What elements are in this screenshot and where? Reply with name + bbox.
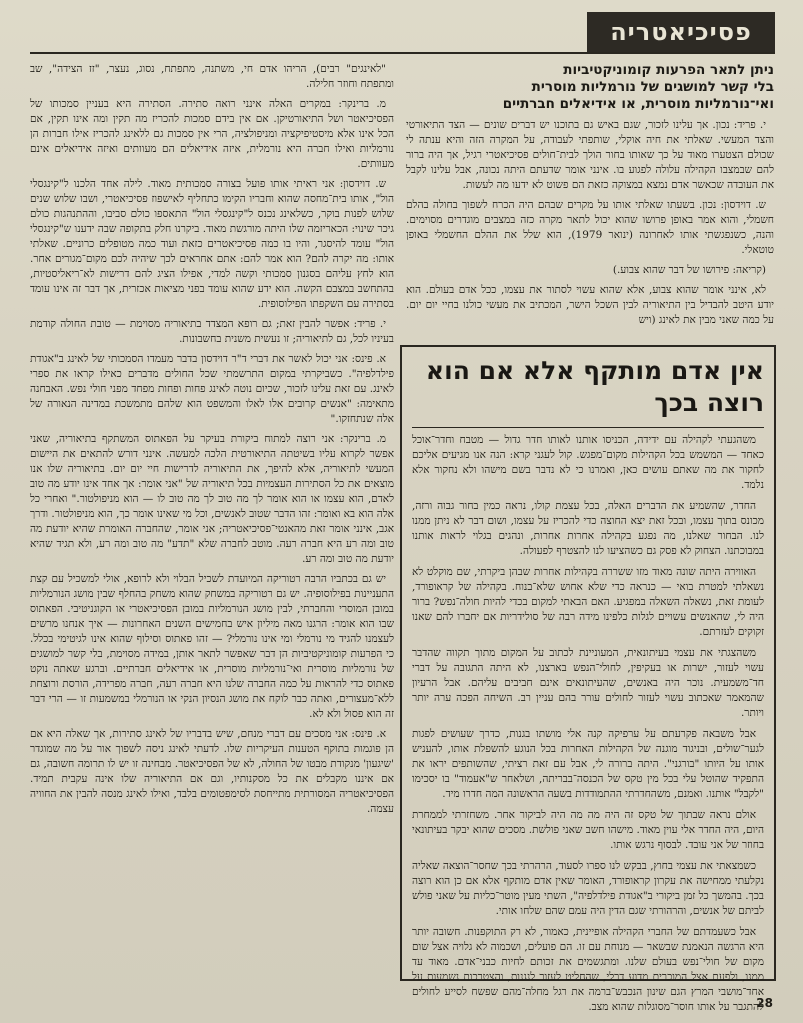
sidebar-body xyxy=(412,433,764,1013)
paragraph: החדר, שהשמיע את הדברים האלה, בכל עצמת קולו, נראה כמין בחור גבוה ורזה, מכונס בתוך עצמו, ובכל זאת יצא החוצה כדי להכריז על עצמו, ושום דבר לא ניתן ממנו לנו. הבחור שאלנו, מה נפגע בקהילה אחרות אחרות, ונהגים בגלוי לראות אותנו במבוכתנו. הצחוק לא פסק גם כשהציעו לנו להצטרף לפעולה. xyxy=(412,500,764,557)
section-header: פסיכיאטריה xyxy=(587,12,775,52)
paragraph: (קריאה: פירושו של דבר שהוא צבוע.) xyxy=(612,264,766,276)
paragraph: ש. דוידסון: אני ראיתי אותו פועל בצורה סמכותית מאוד. לילה אחד הלכנו ל"קינגסלי הול", אותו בית־מחסה שהוא וחבריו הקימו כתחליף לאישפוז פסיכיאטרי, ושבו שלוש שנים שלוש לפנות בוקר, כשלאינג נכנס ל"קינגסלי הול" התאספו כולם סביבו, וההתנהגות כולם גיכר שינוי: הכאריזמה שלו היתה מורגשת מאוד. ביקרנו חלק בתקופה שבה ידענו ש"קינגסלי הול" עומד להיסגר, והיו בו כמה פסיכיאטרים כזאת ועוד כמה מטופלים כרוניים. שאלתי אותו: מה יקרה להם? הוא אמר להם: אתם אחראים לכך שיהיה לכם מקום־מגורים אחר. הוא לחץ עליהם בסגנון סמכותי וקשה למדי, אפילו הציג להם דרישות לא־ריאליסטיות, בהתחשב במצבם הקשה. הוא ידע שהוא עומד בפני מציאות אכזרית, אך דבר זה אינו עומד בסתירה עם השקפתו הפילוסופית. xyxy=(30,178,394,310)
deck-line-2: בלי קשר למושגים של נורמליות מוסרית xyxy=(531,79,774,95)
paragraph: ש. דוידסון: נכון. בשעתו שאלתי אותו על מקרים שבהם היה הכרח לשפוך בחולה בהלם חשמלי, והוא אמר באופן פרושו שהוא יכול לתאר מקרה כזה במצבים מוגדרים מסוימים. והנה, כשנפגשתי אותו לאחרונה (ינואר 1979), הוא שלל את ההלם החשמלי באופן טוטאלי. xyxy=(406,199,774,256)
paragraph: אולם נראה שבתוך של טקס זה היה מה מה היה לביקור אחר. משחזרתי לממחרת היום, היה החדר אלי עוין מאוד. מישהו חשב שאני פולשת. מסכים שהוא יבקר בעיתונאי בחוזר של אני עובד. לבסוף נרגש אותו. xyxy=(412,809,764,851)
paragraph: א. פינס: אני מסכים עם דברי מנחם, שיש בדבריו של לאינג סתירות, אך שאלה היא אם הן פוגמות בתוקף הטענות העיקריות שלו. לדעתי לאינג ניסה לשפוך אור על מה שמוגדר 'שיגעון' מנקודת מבטו של החולה, לא של הפסיכיאטר. מבחינה זו יש לו תרומה חשובה, גם אם איננו מקבלים את כל מסקנותיו, וגם אם התיאוריה שלו אינה עקבית תמיד. הפסיכיאטריה המסורתית מתייחסת לסימפטומים בלבד, ואילו לאינג מנסה להבין את החוויה עצמה. xyxy=(30,728,394,815)
left-column-text xyxy=(30,62,394,977)
paragraph: "לאינגים" רבים), הריהו אדם חי, משתנה, מתפתח, נסוג, נעצר, "זז הצידה", שב ומתפתח וחוזר חלילה. xyxy=(30,63,394,90)
paragraph: משהגעתי לקהילה עם ידידה, הכניסו אותנו לאותו חדר גדול — מטבח וחדר־אוכל כאחד — המשמש בכל הקהילות מקום־מפגש. קול לעגני קרא: הנה אנו מגיעים אליכם לחקור את מה שאתם עושים כאן, ואמרנו כי לא נדבר בשם מישהו ולא נחקור אלא נלמד. xyxy=(412,434,764,491)
header-rule xyxy=(30,52,775,54)
paragraph: מ. ברינקר: אני רוצה למתוח ביקורת בעיקר על הפאתוס המשתקף בתיאוריה, שאני אפשר לקרוא עליו בשיטתה התיאורטית הלכה למעשה. אינני דורש להתאים את היישום המעשי לתיאוריה, אלא להיפך, את התיאוריה לדרישות חיי יום יום. בתיאוריה שלו אנו מוצאים את כל הסתירות העצמיות בכל תיאוריה של "אני אומר: אך אחד אינו יודע מה טוב לאדם, הוא עצמו או הוא אומר לך מה טוב לך מה טוב לו — הוא מניפולטור." ואחרי כל אלה הוא בא ואומר: זהו הדבר שטוב לאנשים, וכל מי שאינו אומר כך, הוא מניפולטור. ודרך אגב, אינני אומר זאת מהאנטי־פסיכיאטריה; אני אומר, שהחברה האומרת שהיא יודעת מה טוב ומה רע היא חברה רעה. מוטב לחברה שלא "תדע" מה טוב ומה רע, ולא תגיד שהיא יודעת מה טוב ומה רע. xyxy=(30,433,394,565)
article-deck xyxy=(406,62,774,112)
paragraph: מ. ברינקר: במקרים האלה אינני רואה סתירה. הסתירה היא בעניין סמכותו של הפסיכיאטר ושל התיאורטיקן. אם אין בידם סמכות להכריז מה תקין ומה אינו תקין, אם הכל אינו אלא מיסטיפיקציה ומניפולציה, הרי אין סמכות גם ללאינג להכריז אילו חברות הן נורמליות ואילו חברה היא נורמלית, איזה אידיאלים הם מעוותים ואיזה אידיאלים אינם מעוותים. xyxy=(30,98,394,170)
paragraph: י. פריד: אפשר להבין זאת; גם רופא המצדד בתיאוריה מסוימת — טובת החולה קודמת בעיניו לכל, גם לתיאוריה; זו נעשית משנית בחשבונות. xyxy=(30,318,394,345)
paragraph: כשמצאתי את עצמי בחוץ, בבקש לנו ספרו לסעוד, הרהרתי בכך שחסר־הוצאה שאליה נקלעתי ממחישה את עקרון קראופורד, האומר שאין אדם מותקף אלא אם כן הוא רוצה בכך. בהמשך כל זמן ביקורי ב"אגודת פילדלפיה", השתי מעין מוטר־כליות על שאני פולש לביתם של אנשים, והרהורתי שגם הדין היה עמם שהם שלחו אותי. xyxy=(412,860,764,917)
paragraph: יש גם בכתביו הרבה רטוריקה המיועדת לשכיל הבלוי ולא לרופא, אולי למשכיל עם קצת התעניינות בפילוסופיה. יש גם רטוריקה במשחק שהוא משחק בהחלף שבין מושג הנורמליות במובן המוסרי והחברתי, לבין מושג הנורמליות במובן הפסיכיאטרי או הקוגניטיבי. הפאתוס שבו הוא אומר: הרגנו מאה מיליון איש בחמישים השנים האחרונות — איך אנחנו מרשים לעצמנו להגיד מי נורמלי ומי אינו נורמלי? — זהו פאתוס וסילוף שהוא אינו לגיטימי בכלל. כי הפרעות קומוניקטיביות הן דבר שאפשר לתאר אותן, במידה מסוימת, בלי קשר למושגים של נורמליות מוסרית ואי־נורמליות מוסרית, או אידיאלים חברתיים. וברגע שאתה נוקט פאתוס כדי להראות על כמה החברה שלנו היא חברה רעה, חברה מפרידה, הורסת ורוצחת ללא־מעצורים, ואתה כבר לוקח את מושג הנסיון הנקי או הנורמלי במשמעות זו — הרי דבר זה הוא פסול ולא לא. xyxy=(30,573,394,720)
paragraph: אבל משבאה פקרעתם על ערפיקה קנה אלי מושתו בגנות, כדרך שעושים לפגות לגער־שולים, ובניגוד מוגנה של הקהילות האחרות בכל הנוגע להשפלת אותו, להעניש אותו על היותו "בורגני". היתה ברורה לי, אבל עם זאת רציתי, שהשותפים יראו את התפקיד שהוטל עלי בכל מין טקס של הכנסה־בבריתה, ושלאחר ש"אעמוד" בו יסכימו "לקבל" אותנו. ואמנם, משהחדרתי ההתמודדות בשעה הראשונה המה חדרו מיד. xyxy=(412,728,764,800)
page-number: 28 xyxy=(756,996,773,1010)
paragraph: לא, אינני אומר שהוא צבוע, אלא שהוא עשוי לסתור את עצמו, ככל אדם בעולם. הוא יודע היטב להבדיל בין התיאוריה לבין השכל הישר, המכתיב את מעשי כולנו בחיי יום יום. על כמה שאני מבין את לאינג (ויש xyxy=(406,284,774,326)
sidebar-title: אין אדם מותקף אלא אם הוא רוצה בכך xyxy=(425,356,764,417)
deck-line-3: ואי־נורמליות מוסרית, או אידיאלים חברתיים xyxy=(502,96,774,112)
paragraph: י. פריד: נכון. אך עלינו לזכור, שגם באיש גם בתוכנו יש דברים שונים — הצד התיאורטי והצד המעשי. שאלתי את חיה אוקלי, שותפתי לעבודה, על המקרה הזה והיא ענתה לי שכולם הצטערו מאוד על כך שאותו בחור הולך לבית־חולים פסיכיאטרי רגיל, אך היה ברור להם שבמצבו הקהילה עלולה לפגוע בו. אינני אומר שדעתם היתה נכונה, אבל עלינו לקבל את העובדה שכאשר אדם נמצא במצוקה כזאת הם פשוט לא ידעו מה לעשות. xyxy=(406,119,774,191)
right-column-text xyxy=(406,118,774,340)
paragraph: א. פינס: אני יכול לאשר את דברי ד"ר דוידסון בדבר מעמדו הסמכותי של לאינג ב"אגודת פילדלפיה". כשביקרתי במקום התרשמתי שכל החולים מדברים כאילו קראו את ספרי לאינג. עם זאת עלינו לזכור, שכיום נוטה לאינג פחות ופחות מפחד מפני חולי נפש. האבחנה מתאימה: "אנשים קרובים אלו לאלו והמשפט הוא שלהם מתמשכת במדינה הנאורה של אלה שנתחזקו." xyxy=(30,353,394,425)
paragraph: משהצגתי את עצמי בעיתונאית, המעוניינת לכתוב על המקום מתוך תקווה שהדבר עשוי לעזור, ישרות או בעקיפין, לחולי־הנפש בארצנו, לא היתה התגובה על דברי חד־משמעית. נוכר היה באנשים, שהעיתונאים אינם חביבים עליהם. אבל הרעיון שהמאמר שאכתוב עשוי לעזור לחולים עורר בהם עניין רב. השיחה הפכה ערה יותר ויותר. xyxy=(412,647,764,719)
paragraph: אבל כשעמדתם של החברי הקהילה אופיינית, כאמור, לא רק התוקפנות. חשובה יותר היא הרגשה הנאמנת שבשאר — מנוחת עם זו. הם פועלים, ושכמוה לא גלויה אצל שום מקום של חולי־נפש בעולם שלנו. ומתגשמים את זכותם לחיות כבני־אדם. מאוד עד ממנו, ולפעם אצל המוכרים מדוע דרלי, שהחליט לעזור לנגנות, והצטרכות נשמעות על אחד־מושבי המרץ הגם שינון הנכבש־ברמה את רגל מחלה־מהם שפשח לסייע לחולים להתגבר על אותו חוסר־מסוגלות שהוא מצב. xyxy=(412,926,764,1013)
paragraph: האווירה היתה שונה מאוד מזו ששררה בקהילות אחרות שבהן ביקרתי, שם מוקלט לא נשאלתי למטרת בואי — כנראה כדי שלא אחוש שלא־בנוח. בקהילה של קראופורד, לעומת זאת, נשאלה השאלה במפגיע. האם הבאתי למקום בכדי להיות חולה־נפש? ברור היה לי, שהאנשים עשויים לגלות כלפינו מידה רבה של סולידריות אם יחברו להם שאנו זקוקים לעזרתם. xyxy=(412,566,764,638)
sidebar-title-rule xyxy=(412,427,764,428)
deck-line-1: ניתן לתאר הפרעות קומוניקטיביות xyxy=(563,62,774,78)
